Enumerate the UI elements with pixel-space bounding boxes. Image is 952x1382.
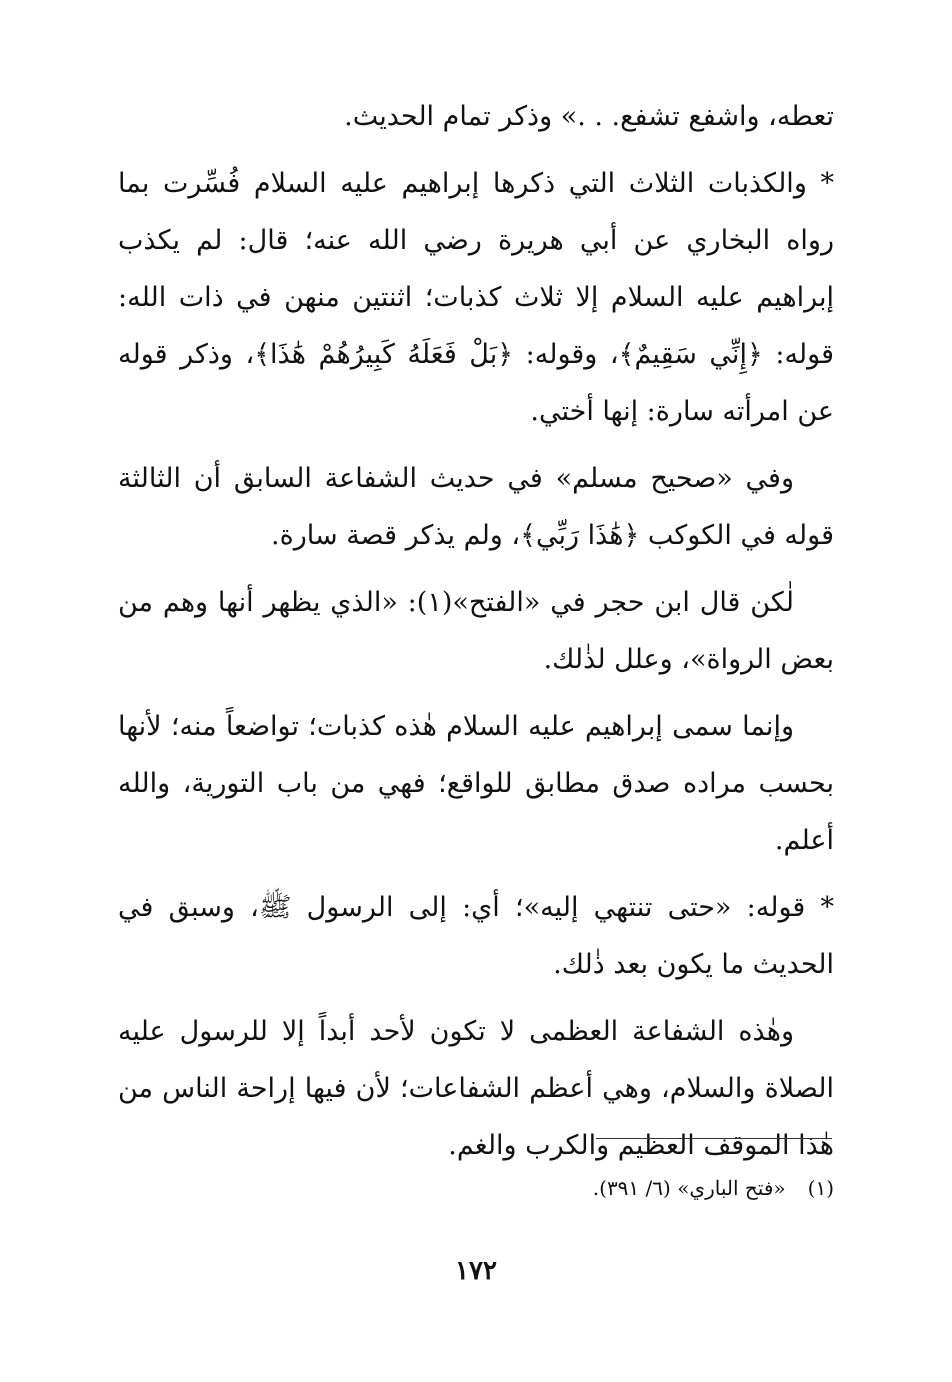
paragraph-4: لٰكن قال ابن حجر في «الفتح»(١): «الذي يظهر أنها وهم من بعض الرواة»، وعلل لذٰلك. (118, 587, 834, 675)
footnote-number: (١) (807, 1176, 834, 1200)
paragraph-7: وهٰذه الشفاعة العظمى لا تكون لأحد أبداً إلا للرسول عليه الصلاة والسلام، وهي أعظم الشفاعات؛ لأن فيها إراحة الناس من هٰذا الموقف العظيم والكرب والغم. (118, 1016, 834, 1161)
paragraph-2: * والكذبات الثلاث التي ذكرها إبراهيم عليه السلام فُسِّرت بما رواه البخاري عن أبي هريرة رضي الله عنه؛ قال: لم يكذب إبراهيم عليه السلام إلا ثلاث كذبات؛ اثنتين منهن في ذات الله: قوله: ﴿إِنِّي سَقِيمٌ﴾، وقوله: ﴿بَلْ فَعَلَهُ كَبِيرُهُمْ هَٰذَا﴾، وذكر قوله عن امرأته سارة: إنها أختي. (118, 168, 834, 427)
main-text (118, 88, 834, 1184)
paragraph-1: تعطه، واشفع تشفع. . .» وذكر تمام الحديث. (344, 101, 834, 132)
paragraph-3: وفي «صحيح مسلم» في حديث الشفاعة السابق أن الثالثة قوله في الكوكب ﴿هَٰذَا رَبِّي﴾، ولم يذكر قصة سارة. (118, 463, 834, 551)
paragraph-5: وإنما سمى إبراهيم عليه السلام هٰذه كذبات؛ تواضعاً منه؛ لأنها بحسب مراده صدق مطابق للواقع؛ فهي من باب التورية، والله أعلم. (118, 711, 834, 856)
footnote-divider (596, 1138, 832, 1139)
page-number: ١٧٢ (455, 1256, 497, 1286)
paragraph-6: * قوله: «حتى تنتهي إليه»؛ أي: إلى الرسول ﷺ، وسبق في الحديث ما يكون بعد ذٰلك. (118, 892, 834, 980)
footnote (118, 1172, 834, 1204)
footnote-text: «فتح الباري» (٦/ ٣٩١). (592, 1176, 786, 1200)
